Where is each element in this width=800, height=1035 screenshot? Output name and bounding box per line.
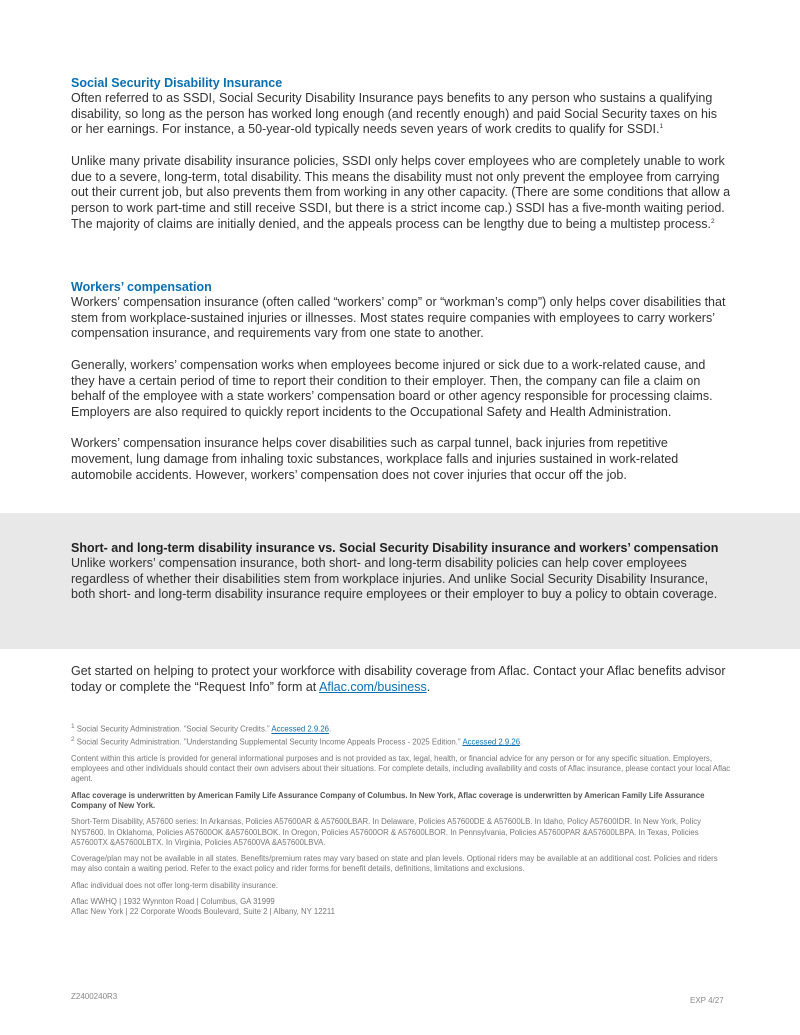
aflac-business-link[interactable]: Aflac.com/business xyxy=(319,679,427,694)
address-hq: Aflac WWHQ | 1932 Wynnton Road | Columbus, GA 31999 xyxy=(71,897,275,907)
comparison-paragraph: Unlike workers’ compensation insurance, both short- and long-term disability policies can help cover employees regardless of whether their disabilities stem from workplace injuries. And unlike Social Security Disability Insurance, both short- and long-term disability insurance require employees or their employer to buy a policy to obtain coverage. xyxy=(71,556,718,602)
cta-end: . xyxy=(426,679,431,694)
workers-comp-paragraph-1: Workers’ compensation insurance (often called “workers’ comp” or “workman’s comp”) only helps cover disabilities that stem from workplace-sustained injuries or illnesses. Most states require companies with employees to carry workers’ compensation insurance, and requirements vary from one state to another. xyxy=(71,295,726,341)
footnote-1-end: . xyxy=(329,724,332,734)
footnote-2-end: . xyxy=(520,737,523,747)
workers-comp-paragraph-3: Workers’ compensation insurance helps cover disabilities such as carpal tunnel, back injuries from repetitive movement, lung damage from inhaling toxic substances, workplace falls and injuries sustained in work-related automobile accidents. However, workers’ compensation does not cover injuries that occur off the job. xyxy=(71,436,679,482)
footnote-2-text: Social Security Administration. "Understanding Supplemental Security Income Appeals Process - 2025 Edition." xyxy=(76,737,461,747)
address-ny: Aflac New York | 22 Corporate Woods Boulevard, Suite 2 | Albany, NY 12211 xyxy=(71,907,335,917)
comparison-section xyxy=(71,541,731,603)
ssdi-heading: Social Security Disability Insurance xyxy=(71,76,283,90)
individual-disclaimer: Aflac individual does not offer long-term disability insurance. xyxy=(71,880,279,890)
workers-comp-heading: Workers’ compensation xyxy=(71,280,212,294)
std-policy-list: Short-Term Disability, A57600 series: In Arkansas, Policies A57600AR & A57600LBAR. In Delaware, Policies A57600DE & A57600LB. In Idaho, Policy A57600IDR. In New York, Policy NY57600. In Oklahoma, Policies A57600OK &A57600LBOK. In Oregon, Policies A57600OR & A57600LBOR. In Pennsylvania, Policies A57600PAR &A57600LBPA. In Texas, Policies A57600TX &A57600LBTX. In Virginia, Policies A57600VA &A57600LBVA. xyxy=(71,817,702,847)
ssdi-p2-text: Unlike many private disability insurance policies, SSDI only helps cover employees who are completely unable to work due to a severe, long-term, total disability. This means the disability must not only prevent the employee from carrying out their current job, but also prevents them from working in any other capacity. (There are some conditions that allow a person to work part-time and still receive SSDI, but there is a strict income cap.) SSDI has a five-month waiting period. The majority of claims are initially denied, and the appeals process can be lengthy due to being a multistep process. xyxy=(71,153,731,231)
footnote-ref-2: 2 xyxy=(710,217,715,225)
ssdi-paragraph-2 xyxy=(71,154,731,233)
cta-text: Get started on helping to protect your workforce with disability coverage from Aflac. Contact your Aflac benefits advisor today or complete the “Request Info” form at xyxy=(71,664,726,694)
fine-print xyxy=(71,722,731,924)
comparison-heading: Short- and long-term disability insurance vs. Social Security Disability insurance and workers’ compensation xyxy=(71,541,719,555)
expiration-label: EXP 4/27 xyxy=(690,996,724,1005)
footnote-1 xyxy=(71,722,731,735)
ssdi-section xyxy=(71,76,731,232)
footnote-1-number: 1 xyxy=(71,723,75,730)
footnote-2-link[interactable]: Accessed 2.9.26 xyxy=(462,737,521,747)
coverage-disclaimer: Coverage/plan may not be available in all states. Benefits/premium rates may vary based on state and plan levels. Optional riders may be available at an additional cost. Policies and riders may also contain a waiting period. Refer to the exact policy and rider forms for benefit details, definitions, limitations and exclusions. xyxy=(71,854,718,874)
cta-paragraph xyxy=(71,664,731,695)
footnote-ref-1: 1 xyxy=(659,123,664,131)
ssdi-paragraph-1 xyxy=(71,91,731,138)
workers-comp-paragraph-2: Generally, workers’ compensation works when employees become injured or sick due to a work-related cause, and they have a certain period of time to report their condition to their employer. Then, the company can file a claim on behalf of the employee with a state workers’ compensation board or other agency responsible for processing claims. Employers are also required to quickly report incidents to the Occupational Safety and Health Administration. xyxy=(71,357,713,419)
footnote-1-text: Social Security Administration. “Social Security Credits.” xyxy=(76,724,270,734)
ssdi-p1-text: Often referred to as SSDI, Social Security Disability Insurance pays benefits to any person who sustains a qualifying disability, so long as the person has worked long enough (and recently enough) and paid Social Security taxes on his or her earnings. For instance, a 50-year-old typically needs seven years of work credits to qualify for SSDI. xyxy=(71,91,718,137)
general-disclaimer: Content within this article is provided for general informational purposes and is not provided as tax, legal, health, or financial advice for any person or for any specific situation. Employers, employees and other individuals should contact their own advisers about their situations. For complete details, including availability and costs of Aflac insurance, please contact your local Aflac agent. xyxy=(71,753,731,784)
footnote-2-number: 2 xyxy=(71,735,75,743)
footnote-2 xyxy=(71,735,731,748)
document-code: Z2400240R3 xyxy=(71,992,118,1001)
call-to-action xyxy=(71,664,731,695)
underwriting-disclaimer: Aflac coverage is underwritten by American Family Life Assurance Company of Columbus. In New York, Aflac coverage is underwritten by American Family Life Assurance Company of New York. xyxy=(71,790,705,810)
footnote-1-link[interactable]: Accessed 2.9.26 xyxy=(271,724,330,734)
workers-comp-section xyxy=(71,280,731,483)
